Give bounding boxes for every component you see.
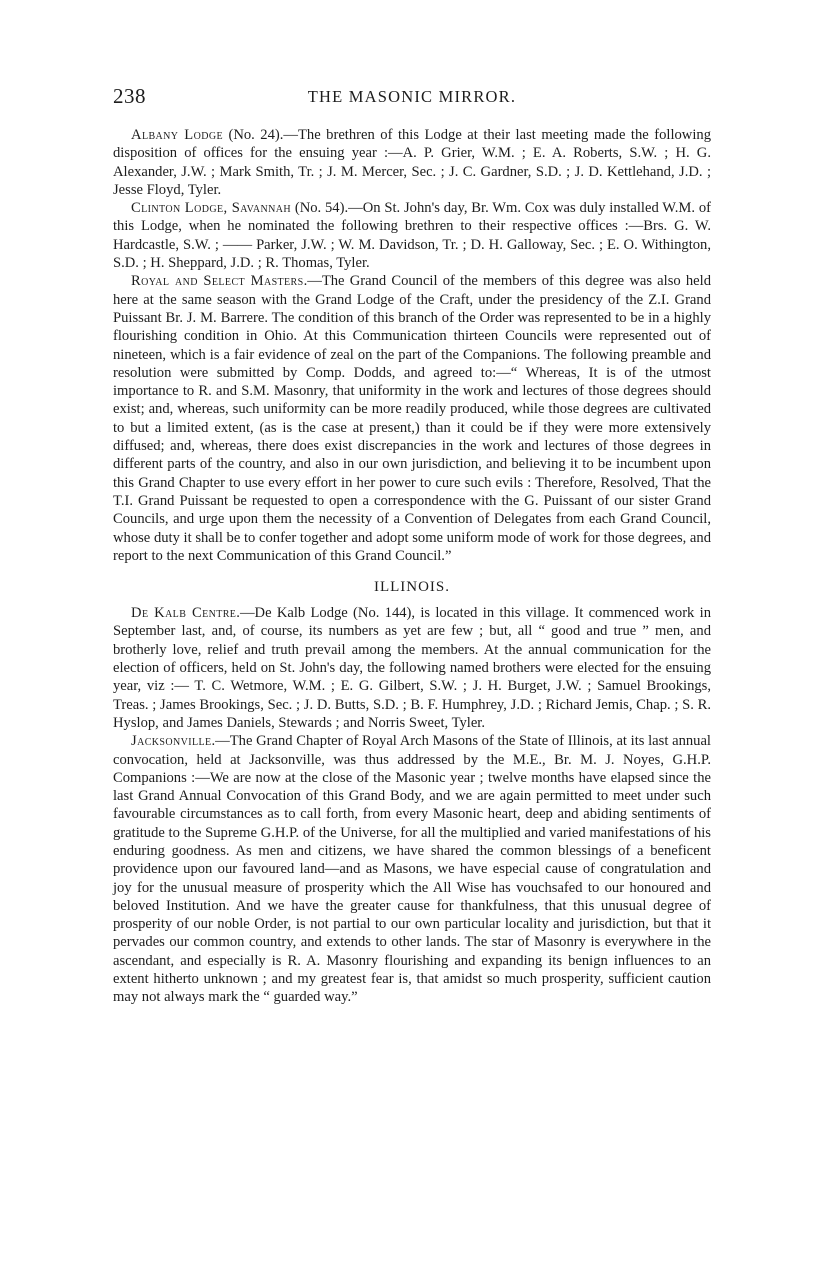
- page-title: THE MASONIC MIRROR.: [307, 87, 517, 106]
- paragraph-lead: Jacksonville: [131, 733, 212, 750]
- book-page: [113, 84, 711, 1007]
- paragraph-lead: Royal and Select Masters: [131, 273, 304, 290]
- page-number: 238: [113, 84, 146, 108]
- paragraph-text: .—De Kalb Lodge (No. 144), is located in this village. It commenced work in September last, and, of course, its numbers as yet are few ; but, all “ good and true ” men, and brotherly love, relief and truth prevail among the members. At the annual communication for the election of officers, held on St. John's day, the following named brothers were elected for the ensuing year, viz :— T. C. Wetmore, W.M. ; E. G. Gilbert, S.W. ; J. H. Burget, J.W. ; Samuel Brookings, Treas. ; James Brookings, Sec. ; J. D. Butts, S.D. ; B. F. Humphrey, J.D. ; Richard Jemis, Chap. ; S. R. Hyslop, and James Daniels, Stewards ; and Norris Sweet, Tyler.: [113, 605, 711, 731]
- paragraph-lead: Albany Lodge: [131, 127, 223, 143]
- paragraph-text: .—The Grand Chapter of Royal Arch Masons of the State of Illinois, at its last annual convocation, held at Jacksonville, was thus addressed by the M.E., Br. M. J. Noyes, G.H.P. Companions :—We are now at the close of the Masonic year ; twelve months have elapsed since the last Grand Annual Convocation of this Grand Body, and we are again permitted to meet under such favourable circumstances as to call forth, from every Masonic heart, deep and abiding sentiments of gratitude to the Supreme G.H.P. of the Universe, for all the multiplied and varied manifestations of his enduring goodness. As men and citizens, we have shared the common blessings of a beneficent providence upon our favoured land—and as Masons, we have especial cause of congratulation and joy for the unusual measure of prosperity which the All Wise has vouchsafed to our honoured and beloved Institution. And we have the greater cause for thankfulness, that this unusual degree of prosperity of our noble Order, is not partial to our own particular locality and jurisdiction, but that it pervades our common country, and extends to other lands. The star of Masonry is everywhere in the ascendant, and especially is R. A. Masonry flourishing and expanding its benign influences to an extent hitherto unknown ; and my greatest fear is, that amidst so much prosperity, sufficient caution may not always mark the “ guarded way.”: [113, 733, 711, 1006]
- paragraph-text: .—The Grand Council of the members of this degree was also held here at the same season with the Grand Lodge of the Craft, under the presidency of the Z.I. Grand Puissant Br. J. M. Barrere. The condition of this branch of the Order was represented to be in a highly flourishing condition in Ohio. At this Communication thirteen Councils were represented out of nineteen, which is a fair evidence of zeal on the part of the Companions. The following preamble and resolution were submitted by Comp. Dodds, and agreed to:—“ Whereas, It is of the utmost importance to R. and S.M. Masonry, that uniformity in the work and lectures of those degrees should exist; and, whereas, such uniformity can be more readily produced, while those degrees are cultivated to but a limited extent, (as is the case at present,) than it could be if they were more extensively diffused; and, whereas, there does exist discrepancies in the work and lectures of those degrees in different parts of the country, and also in our own jurisdiction, and believing it to be incumbent upon this Grand Chapter to use every effort in her power to cure such evils : Therefore, Resolved, That the T.I. Grand Puissant be requested to open a correspondence with the G. Puissant of our sister Grand Councils, and urge upon them the necessity of a Convention of Delegates from each Grand Council, whose duty it shall be to confer together and adopt some uniform mode of work for those degrees, and report to the next Communication of this Grand Council.”: [113, 273, 711, 564]
- paragraph-royal-select-masters: [113, 272, 711, 565]
- paragraph-lead: De Kalb Centre: [131, 605, 237, 622]
- paragraph-text: (No. 24).—The brethren of this Lodge at their last meeting made the following disposition of offices for the ensuing year :—A. P. Grier, W.M. ; E. A. Roberts, S.W. ; H. G. Alexander, J.W. ; Mark Smith, Tr. ; J. M. Mercer, Sec. ; J. C. Gardner, S.D. ; J. D. Kettlehand, J.D. ; Jesse Floyd, Tyler.: [113, 127, 711, 198]
- running-head: [113, 84, 711, 116]
- paragraph-de-kalb-centre: [113, 604, 711, 732]
- section-heading-illinois: ILLINOIS.: [373, 579, 451, 596]
- paragraph-jacksonville: [113, 732, 711, 1006]
- paragraph-clinton-lodge: [113, 199, 711, 272]
- paragraph-albany-lodge: [113, 126, 711, 199]
- paragraph-text: (No. 54).—On St. John's day, Br. Wm. Cox was duly installed W.M. of this Lodge, when he nominated the following brethren to their respective offices :—Brs. G. W. Hardcastle, S.W. ; —— Parker, J.W. ; W. M. Davidson, Tr. ; D. H. Galloway, Sec. ; E. O. Withington, S.D. ; H. Sheppard, J.D. ; R. Thomas, Tyler.: [113, 200, 711, 272]
- paragraph-lead: Clinton Lodge, Savannah: [131, 200, 292, 217]
